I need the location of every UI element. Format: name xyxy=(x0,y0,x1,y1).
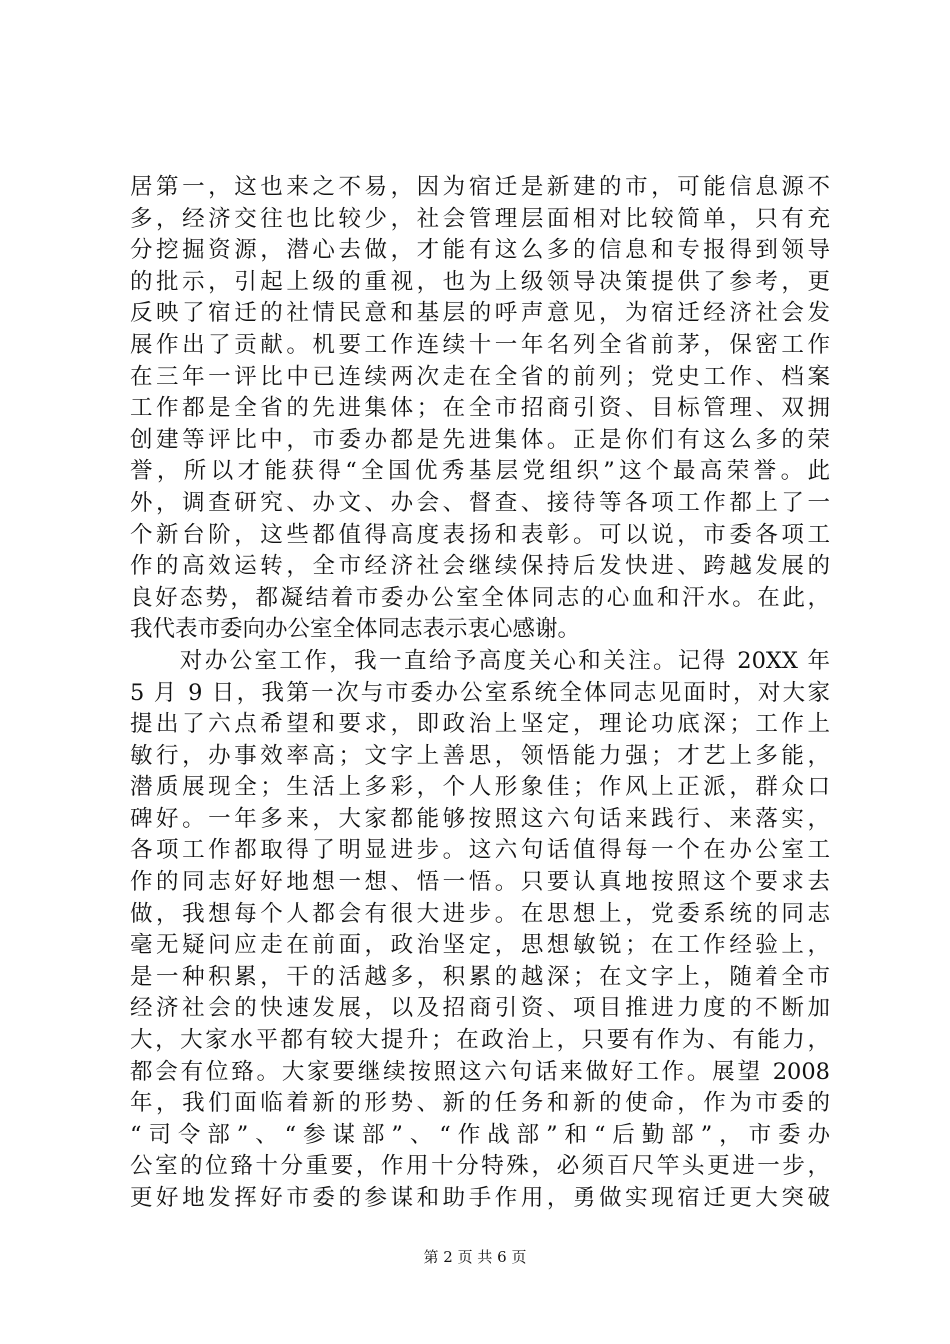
text-line: 在三年一评比中已连续两次走在全省的前列；党史工作、档案 xyxy=(130,363,830,390)
text-line: 个新台阶，这些都值得高度表扬和表彰。可以说，市委各项工 xyxy=(130,521,830,548)
text-line: 分挖掘资源，潜心去做，才能有这么多的信息和专报得到领导 xyxy=(130,237,830,264)
text-line: 碑好。一年多来，大家都能够按照这六句话来践行、来落实， xyxy=(130,805,830,832)
text-line: 外，调查研究、办文、办会、督查、接待等各项工作都上了一 xyxy=(130,489,830,516)
text-line: 敏行，办事效率高；文字上善思，领悟能力强；才艺上多能， xyxy=(130,742,830,769)
text-line: 年，我们面临着新的形势、新的任务和新的使命，作为市委的 xyxy=(130,1090,830,1117)
text-line: 居第一，这也来之不易，因为宿迁是新建的市，可能信息源不 xyxy=(130,174,830,200)
text-line: 作的同志好好地想一想、悟一悟。只要认真地按照这个要求去 xyxy=(130,869,830,896)
text-line: 工作都是全省的先进集体；在全市招商引资、目标管理、双拥 xyxy=(130,395,830,422)
text-line: 展作出了贡献。机要工作连续十一年名列全省前茅，保密工作 xyxy=(130,331,830,358)
text-line: 都会有位臵。大家要继续按照这六句话来做好工作。展望 2008 xyxy=(130,1058,830,1085)
text-line: 各项工作都取得了明显进步。这六句话值得每一个在办公室工 xyxy=(130,837,830,864)
page-number-footer: 第 2 页 共 6 页 xyxy=(423,1248,527,1266)
text-line: 提出了六点希望和要求，即政治上坚定，理论功底深；工作上 xyxy=(130,711,830,738)
text-line: 作的高效运转，全市经济社会继续保持后发快进、跨越发展的 xyxy=(130,553,830,580)
text-line: 对办公室工作，我一直给予高度关心和关注。记得 20XX 年 xyxy=(130,647,830,674)
text-line: 反映了宿迁的社情民意和基层的呼声意见，为宿迁经济社会发 xyxy=(130,300,830,327)
paragraph-end-line: 我代表市委向办公室全体同志表示衷心感谢。 xyxy=(130,616,581,643)
text-line: 经济社会的快速发展，以及招商引资、项目推进力度的不断加 xyxy=(130,995,830,1022)
text-line: 大，大家水平都有较大提升；在政治上，只要有作为、有能力， xyxy=(130,1027,830,1054)
text-line: 创建等评比中，市委办都是先进集体。正是你们有这么多的荣 xyxy=(130,426,830,453)
text-line: 是一种积累，干的活越多，积累的越深；在文字上，随着全市 xyxy=(130,963,830,990)
text-line: 誉，所以才能获得“全国优秀基层党组织”这个最高荣誉。此 xyxy=(130,458,830,485)
text-line: 潜质展现全；生活上多彩，个人形象佳；作风上正派，群众口 xyxy=(130,774,830,801)
text-line: 公室的位臵十分重要，作用十分特殊，必须百尺竿头更进一步， xyxy=(130,1153,830,1180)
text-line: 毫无疑问应走在前面，政治坚定，思想敏锐；在工作经验上， xyxy=(130,932,830,959)
text-line: 做，我想每个人都会有很大进步。在思想上，党委系统的同志 xyxy=(130,900,830,927)
text-line: 5 月 9 日，我第一次与市委办公室系统全体同志见面时，对大家 xyxy=(130,679,830,706)
text-line: 多，经济交往也比较少，社会管理层面相对比较简单，只有充 xyxy=(130,205,830,232)
body-text xyxy=(130,172,830,1215)
text-line: “司令部”、“参谋部”、“作战部”和“后勤部”，市委办 xyxy=(130,1121,830,1148)
text-line: 的批示，引起上级的重视，也为上级领导决策提供了参考，更 xyxy=(130,268,830,295)
text-line: 良好态势，都凝结着市委办公室全体同志的心血和汗水。在此， xyxy=(130,584,830,611)
text-line: 更好地发挥好市委的参谋和助手作用，勇做实现宿迁更大突破 xyxy=(130,1185,830,1211)
